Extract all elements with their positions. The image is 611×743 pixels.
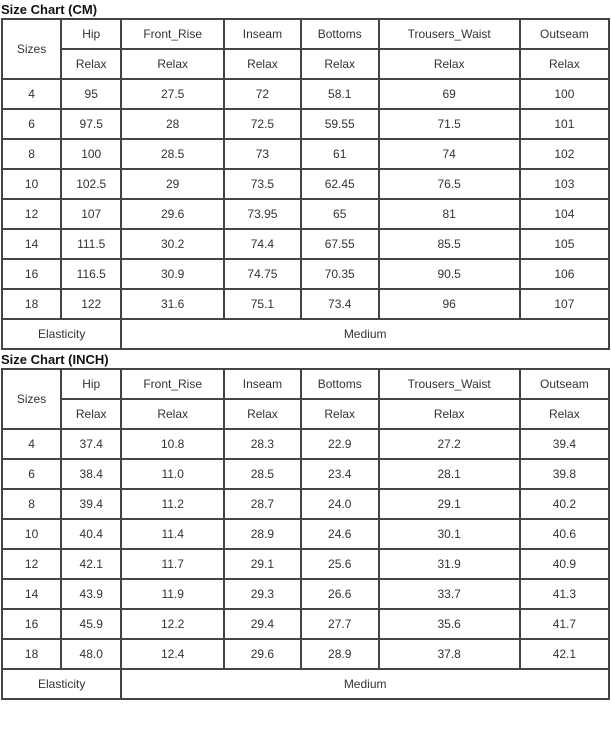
size-cell: 10	[2, 519, 61, 549]
size-table	[1, 18, 610, 350]
fit-cell: Relax	[520, 399, 609, 429]
measurement-cell: 29	[121, 169, 224, 199]
measurement-cell: 42.1	[520, 639, 609, 669]
header-row-measurements	[2, 369, 609, 399]
measurement-cell: 106	[520, 259, 609, 289]
fit-cell: Relax	[121, 49, 224, 79]
fit-cell: Relax	[61, 399, 121, 429]
column-header: Hip	[61, 19, 121, 49]
measurement-cell: 95	[61, 79, 121, 109]
column-header: Bottoms	[301, 369, 379, 399]
size-cell: 16	[2, 609, 61, 639]
header-row-measurements	[2, 19, 609, 49]
size-cell: 18	[2, 289, 61, 319]
measurement-cell: 28.1	[379, 459, 520, 489]
size-cell: 4	[2, 79, 61, 109]
size-chart-cm	[0, 0, 611, 350]
measurement-cell: 62.45	[301, 169, 379, 199]
measurement-cell: 73	[224, 139, 301, 169]
header-row-fit	[2, 49, 609, 79]
measurement-cell: 28.5	[121, 139, 224, 169]
size-cell: 10	[2, 169, 61, 199]
sizes-header: Sizes	[2, 19, 61, 79]
size-cell: 14	[2, 229, 61, 259]
column-header: Inseam	[224, 19, 301, 49]
measurement-cell: 24.6	[301, 519, 379, 549]
measurement-cell: 40.9	[520, 549, 609, 579]
measurement-cell: 35.6	[379, 609, 520, 639]
measurement-cell: 11.7	[121, 549, 224, 579]
table-row	[2, 639, 609, 669]
measurement-cell: 28.5	[224, 459, 301, 489]
measurement-cell: 105	[520, 229, 609, 259]
measurement-cell: 103	[520, 169, 609, 199]
measurement-cell: 11.2	[121, 489, 224, 519]
elasticity-row	[2, 669, 609, 699]
table-row	[2, 199, 609, 229]
measurement-cell: 70.35	[301, 259, 379, 289]
measurement-cell: 30.9	[121, 259, 224, 289]
measurement-cell: 72.5	[224, 109, 301, 139]
column-header: Outseam	[520, 19, 609, 49]
measurement-cell: 116.5	[61, 259, 121, 289]
measurement-cell: 45.9	[61, 609, 121, 639]
measurement-cell: 67.55	[301, 229, 379, 259]
table-row	[2, 229, 609, 259]
elasticity-label: Elasticity	[2, 669, 121, 699]
column-header: Front_Rise	[121, 369, 224, 399]
measurement-cell: 104	[520, 199, 609, 229]
measurement-cell: 72	[224, 79, 301, 109]
measurement-cell: 59.55	[301, 109, 379, 139]
measurement-cell: 37.4	[61, 429, 121, 459]
measurement-cell: 27.5	[121, 79, 224, 109]
measurement-cell: 26.6	[301, 579, 379, 609]
fit-cell: Relax	[121, 399, 224, 429]
size-cell: 12	[2, 549, 61, 579]
measurement-cell: 85.5	[379, 229, 520, 259]
measurement-cell: 29.6	[224, 639, 301, 669]
measurement-cell: 40.2	[520, 489, 609, 519]
elasticity-value: Medium	[121, 319, 609, 349]
measurement-cell: 81	[379, 199, 520, 229]
size-table	[1, 368, 610, 700]
fit-cell: Relax	[224, 49, 301, 79]
measurement-cell: 40.6	[520, 519, 609, 549]
table-row	[2, 139, 609, 169]
column-header: Bottoms	[301, 19, 379, 49]
measurement-cell: 28.3	[224, 429, 301, 459]
measurement-cell: 11.9	[121, 579, 224, 609]
measurement-cell: 27.7	[301, 609, 379, 639]
measurement-cell: 76.5	[379, 169, 520, 199]
chart-title: Size Chart (INCH)	[1, 352, 109, 367]
size-cell: 12	[2, 199, 61, 229]
measurement-cell: 96	[379, 289, 520, 319]
measurement-cell: 43.9	[61, 579, 121, 609]
fit-cell: Relax	[379, 49, 520, 79]
measurement-cell: 74	[379, 139, 520, 169]
table-row	[2, 609, 609, 639]
table-row	[2, 109, 609, 139]
measurement-cell: 39.4	[61, 489, 121, 519]
measurement-cell: 48.0	[61, 639, 121, 669]
measurement-cell: 71.5	[379, 109, 520, 139]
fit-cell: Relax	[224, 399, 301, 429]
measurement-cell: 28.9	[301, 639, 379, 669]
measurement-cell: 42.1	[61, 549, 121, 579]
measurement-cell: 28	[121, 109, 224, 139]
column-header: Trousers_Waist	[379, 369, 520, 399]
measurement-cell: 27.2	[379, 429, 520, 459]
size-cell: 8	[2, 139, 61, 169]
table-row	[2, 79, 609, 109]
fit-cell: Relax	[520, 49, 609, 79]
measurement-cell: 39.8	[520, 459, 609, 489]
header-row-fit	[2, 399, 609, 429]
measurement-cell: 30.2	[121, 229, 224, 259]
elasticity-row	[2, 319, 609, 349]
measurement-cell: 102.5	[61, 169, 121, 199]
measurement-cell: 100	[520, 79, 609, 109]
measurement-cell: 12.2	[121, 609, 224, 639]
fit-cell: Relax	[379, 399, 520, 429]
column-header: Hip	[61, 369, 121, 399]
sizes-header: Sizes	[2, 369, 61, 429]
chart-title: Size Chart (CM)	[1, 2, 98, 17]
measurement-cell: 11.0	[121, 459, 224, 489]
measurement-cell: 39.4	[520, 429, 609, 459]
table-row	[2, 169, 609, 199]
measurement-cell: 41.7	[520, 609, 609, 639]
measurement-cell: 38.4	[61, 459, 121, 489]
measurement-cell: 65	[301, 199, 379, 229]
measurement-cell: 41.3	[520, 579, 609, 609]
measurement-cell: 31.9	[379, 549, 520, 579]
measurement-cell: 29.3	[224, 579, 301, 609]
measurement-cell: 100	[61, 139, 121, 169]
measurement-cell: 25.6	[301, 549, 379, 579]
table-row	[2, 579, 609, 609]
measurement-cell: 40.4	[61, 519, 121, 549]
size-cell: 16	[2, 259, 61, 289]
size-cell: 6	[2, 109, 61, 139]
measurement-cell: 69	[379, 79, 520, 109]
column-header: Outseam	[520, 369, 609, 399]
size-cell: 4	[2, 429, 61, 459]
measurement-cell: 29.1	[224, 549, 301, 579]
size-cell: 8	[2, 489, 61, 519]
table-row	[2, 459, 609, 489]
measurement-cell: 58.1	[301, 79, 379, 109]
measurement-cell: 28.9	[224, 519, 301, 549]
measurement-cell: 23.4	[301, 459, 379, 489]
measurement-cell: 111.5	[61, 229, 121, 259]
fit-cell: Relax	[301, 49, 379, 79]
measurement-cell: 22.9	[301, 429, 379, 459]
size-cell: 6	[2, 459, 61, 489]
measurement-cell: 24.0	[301, 489, 379, 519]
table-row	[2, 519, 609, 549]
fit-cell: Relax	[301, 399, 379, 429]
measurement-cell: 90.5	[379, 259, 520, 289]
measurement-cell: 74.4	[224, 229, 301, 259]
measurement-cell: 31.6	[121, 289, 224, 319]
column-header: Inseam	[224, 369, 301, 399]
column-header: Front_Rise	[121, 19, 224, 49]
measurement-cell: 97.5	[61, 109, 121, 139]
measurement-cell: 33.7	[379, 579, 520, 609]
measurement-cell: 28.7	[224, 489, 301, 519]
measurement-cell: 29.4	[224, 609, 301, 639]
measurement-cell: 107	[520, 289, 609, 319]
size-chart-inch	[0, 350, 611, 700]
measurement-cell: 30.1	[379, 519, 520, 549]
measurement-cell: 122	[61, 289, 121, 319]
elasticity-label: Elasticity	[2, 319, 121, 349]
measurement-cell: 73.95	[224, 199, 301, 229]
fit-cell: Relax	[61, 49, 121, 79]
measurement-cell: 75.1	[224, 289, 301, 319]
measurement-cell: 61	[301, 139, 379, 169]
size-cell: 14	[2, 579, 61, 609]
measurement-cell: 12.4	[121, 639, 224, 669]
table-row	[2, 259, 609, 289]
measurement-cell: 37.8	[379, 639, 520, 669]
measurement-cell: 73.5	[224, 169, 301, 199]
table-row	[2, 429, 609, 459]
measurement-cell: 11.4	[121, 519, 224, 549]
elasticity-value: Medium	[121, 669, 609, 699]
measurement-cell: 73.4	[301, 289, 379, 319]
measurement-cell: 102	[520, 139, 609, 169]
measurement-cell: 74.75	[224, 259, 301, 289]
measurement-cell: 29.6	[121, 199, 224, 229]
size-cell: 18	[2, 639, 61, 669]
table-row	[2, 549, 609, 579]
measurement-cell: 101	[520, 109, 609, 139]
table-row	[2, 489, 609, 519]
table-row	[2, 289, 609, 319]
measurement-cell: 10.8	[121, 429, 224, 459]
column-header: Trousers_Waist	[379, 19, 520, 49]
measurement-cell: 29.1	[379, 489, 520, 519]
measurement-cell: 107	[61, 199, 121, 229]
